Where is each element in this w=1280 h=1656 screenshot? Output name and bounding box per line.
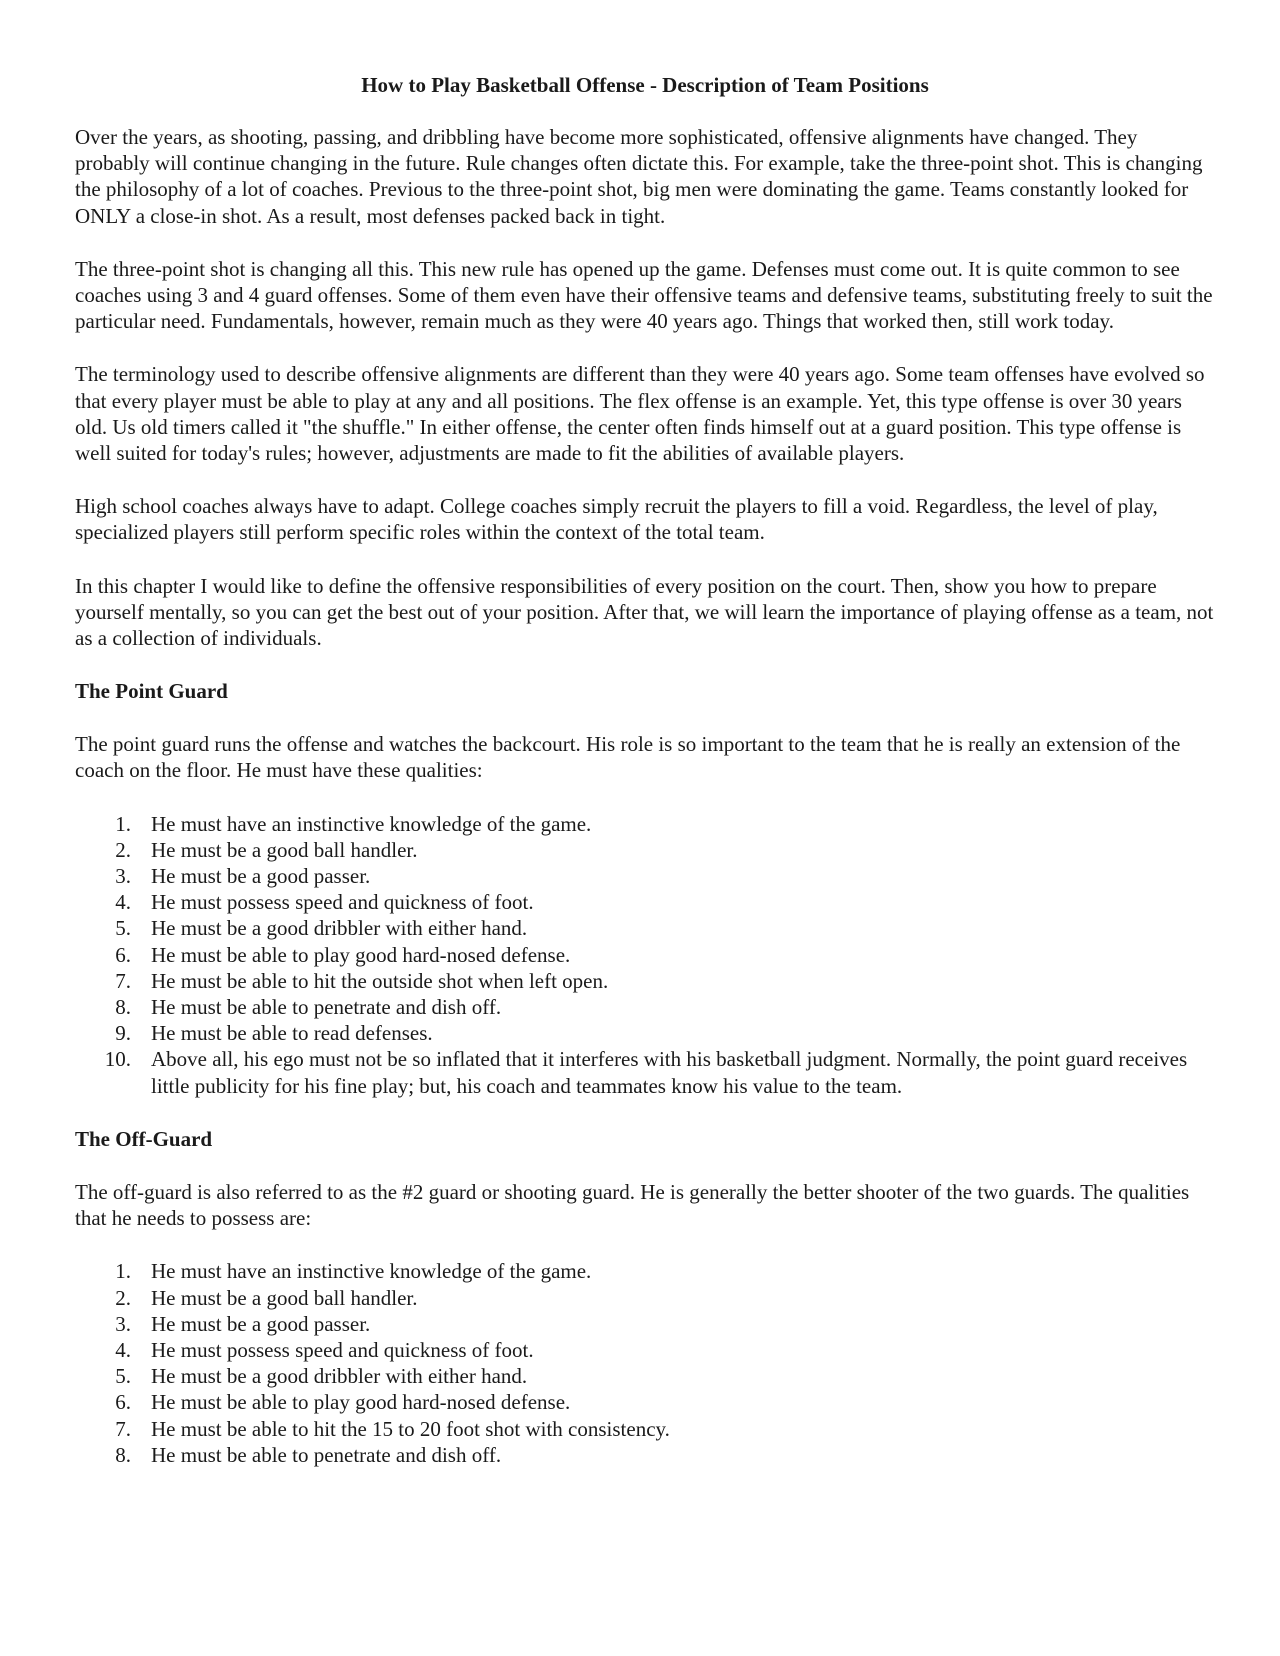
list-item bbox=[75, 811, 1215, 837]
list-item-number: 6. bbox=[115, 1390, 131, 1415]
point-guard-intro: The point guard runs the offense and watches the backcourt. His role is so important to the team that he is really an extension of the coach on the floor. He must have these qualities: bbox=[75, 732, 1181, 783]
list-item-number: 3. bbox=[115, 864, 131, 889]
list-item-text: Above all, his ego must not be so inflated that it interferes with his basketball judgment. Normally, the point guard receives little publicity for his fine play; but, his coach and teammates know his value to the team. bbox=[151, 1047, 1188, 1098]
list-item bbox=[75, 1389, 1215, 1415]
list-item-text: He must be a good passer. bbox=[151, 1311, 371, 1336]
list-item-number: 2. bbox=[115, 837, 131, 862]
list-item bbox=[75, 1337, 1215, 1363]
list-item-text: He must be able to penetrate and dish off. bbox=[151, 1442, 502, 1467]
off-guard-intro: The off-guard is also referred to as the #2 guard or shooting guard. He is generally the better shooter of the two guards. The qualities that he needs to possess are: bbox=[75, 1179, 1190, 1231]
list-item bbox=[75, 1258, 1215, 1284]
list-item bbox=[75, 1285, 1215, 1311]
list-item-text: He must be a good ball handler. bbox=[151, 837, 418, 862]
list-item-text: He must be able to hit the outside shot when left open. bbox=[151, 968, 609, 993]
list-item bbox=[75, 994, 1215, 1020]
list-item-number: 9. bbox=[115, 1021, 131, 1046]
list-item-number: 1. bbox=[115, 811, 131, 836]
list-item bbox=[75, 1020, 1215, 1046]
list-item-text: He must be a good dribbler with either hand. bbox=[151, 916, 528, 941]
section-heading-off-guard: The Off-Guard bbox=[75, 1126, 213, 1151]
intro-paragraph: High school coaches always have to adapt. College coaches simply recruit the players to fill a void. Regardless, the level of play, specialized players still perform specific roles within the context of the total team. bbox=[75, 494, 1158, 545]
document-title: How to Play Basketball Offense - Description of Team Positions bbox=[361, 73, 929, 97]
list-item-number: 1. bbox=[115, 1259, 131, 1284]
list-item bbox=[75, 837, 1215, 863]
list-item-number: 5. bbox=[115, 1364, 131, 1389]
list-item-number: 7. bbox=[115, 1416, 131, 1441]
off-guard-qualities-list bbox=[75, 1258, 1215, 1468]
list-item bbox=[75, 889, 1215, 915]
section-heading-point-guard: The Point Guard bbox=[75, 679, 228, 704]
list-item-text: He must be a good passer. bbox=[151, 864, 371, 889]
list-item-text: He must be able to read defenses. bbox=[151, 1021, 433, 1046]
list-item bbox=[75, 863, 1215, 889]
list-item-number: 4. bbox=[115, 1337, 131, 1362]
list-item-number: 4. bbox=[115, 890, 131, 915]
list-item-number: 2. bbox=[115, 1285, 131, 1310]
list-item-number: 8. bbox=[115, 995, 131, 1020]
list-item-number: 5. bbox=[115, 916, 131, 941]
list-item-number: 8. bbox=[115, 1442, 131, 1467]
list-item bbox=[75, 1046, 1215, 1098]
list-item bbox=[75, 1363, 1215, 1389]
list-item-number: 6. bbox=[115, 942, 131, 967]
list-item bbox=[75, 915, 1215, 941]
list-item-number: 3. bbox=[115, 1311, 131, 1336]
list-item-number: 7. bbox=[115, 968, 131, 993]
list-item-text: He must possess speed and quickness of foot. bbox=[151, 890, 534, 915]
list-item-text: He must have an instinctive knowledge of the game. bbox=[151, 811, 592, 836]
list-item-text: He must have an instinctive knowledge of the game. bbox=[151, 1259, 592, 1284]
intro-paragraph: In this chapter I would like to define the offensive responsibilities of every position on the court. Then, show you how to prepare yourself mentally, so you can get the best out of your position. After that, we will learn the importance of playing offense as a team, not as a collection of individuals. bbox=[75, 573, 1214, 651]
list-item-number: 10. bbox=[104, 1047, 131, 1072]
list-item bbox=[75, 968, 1215, 994]
list-item-text: He must be able to play good hard-nosed defense. bbox=[151, 1390, 571, 1415]
list-item-text: He must be able to penetrate and dish off. bbox=[151, 995, 502, 1020]
document-page bbox=[75, 72, 1215, 1495]
list-item bbox=[75, 1442, 1215, 1468]
list-item bbox=[75, 1311, 1215, 1337]
list-item-text: He must be able to hit the 15 to 20 foot shot with consistency. bbox=[151, 1416, 670, 1441]
intro-paragraph: The terminology used to describe offensive alignments are different than they were 40 years ago. Some team offenses have evolved so that every player must be able to play at any and all positions. The flex offense is an example. Yet, this type offense is over 30 years old. Us old timers called it "the shuffle." In either offense, the center often finds himself out at a guard position. This type offense is well suited for today's rules; however, adjustments are made to fit the abilities of available players. bbox=[75, 362, 1205, 466]
list-item-text: He must be a good dribbler with either hand. bbox=[151, 1364, 528, 1389]
point-guard-qualities-list bbox=[75, 811, 1215, 1099]
list-item bbox=[75, 1416, 1215, 1442]
list-item-text: He must be a good ball handler. bbox=[151, 1285, 418, 1310]
intro-paragraph: Over the years, as shooting, passing, and dribbling have become more sophisticated, offensive alignments have changed. They probably will continue changing in the future. Rule changes often dictate this. For example, take the three-point shot. This is changing the philosophy of a lot of coaches. Previous to the three-point shot, big men were dominating the game. Teams constantly looked for ONLY a close-in shot. As a result, most defenses packed back in tight. bbox=[75, 125, 1203, 228]
list-item bbox=[75, 942, 1215, 968]
list-item-text: He must be able to play good hard-nosed defense. bbox=[151, 942, 571, 967]
list-item-text: He must possess speed and quickness of foot. bbox=[151, 1337, 534, 1362]
intro-paragraph: The three-point shot is changing all this. This new rule has opened up the game. Defenses must come out. It is quite common to see coaches using 3 and 4 guard offenses. Some of them even have their offensive teams and defensive teams, substituting freely to suit the particular need. Fundamentals, however, remain much as they were 40 years ago. Things that worked then, still work today. bbox=[75, 256, 1213, 334]
